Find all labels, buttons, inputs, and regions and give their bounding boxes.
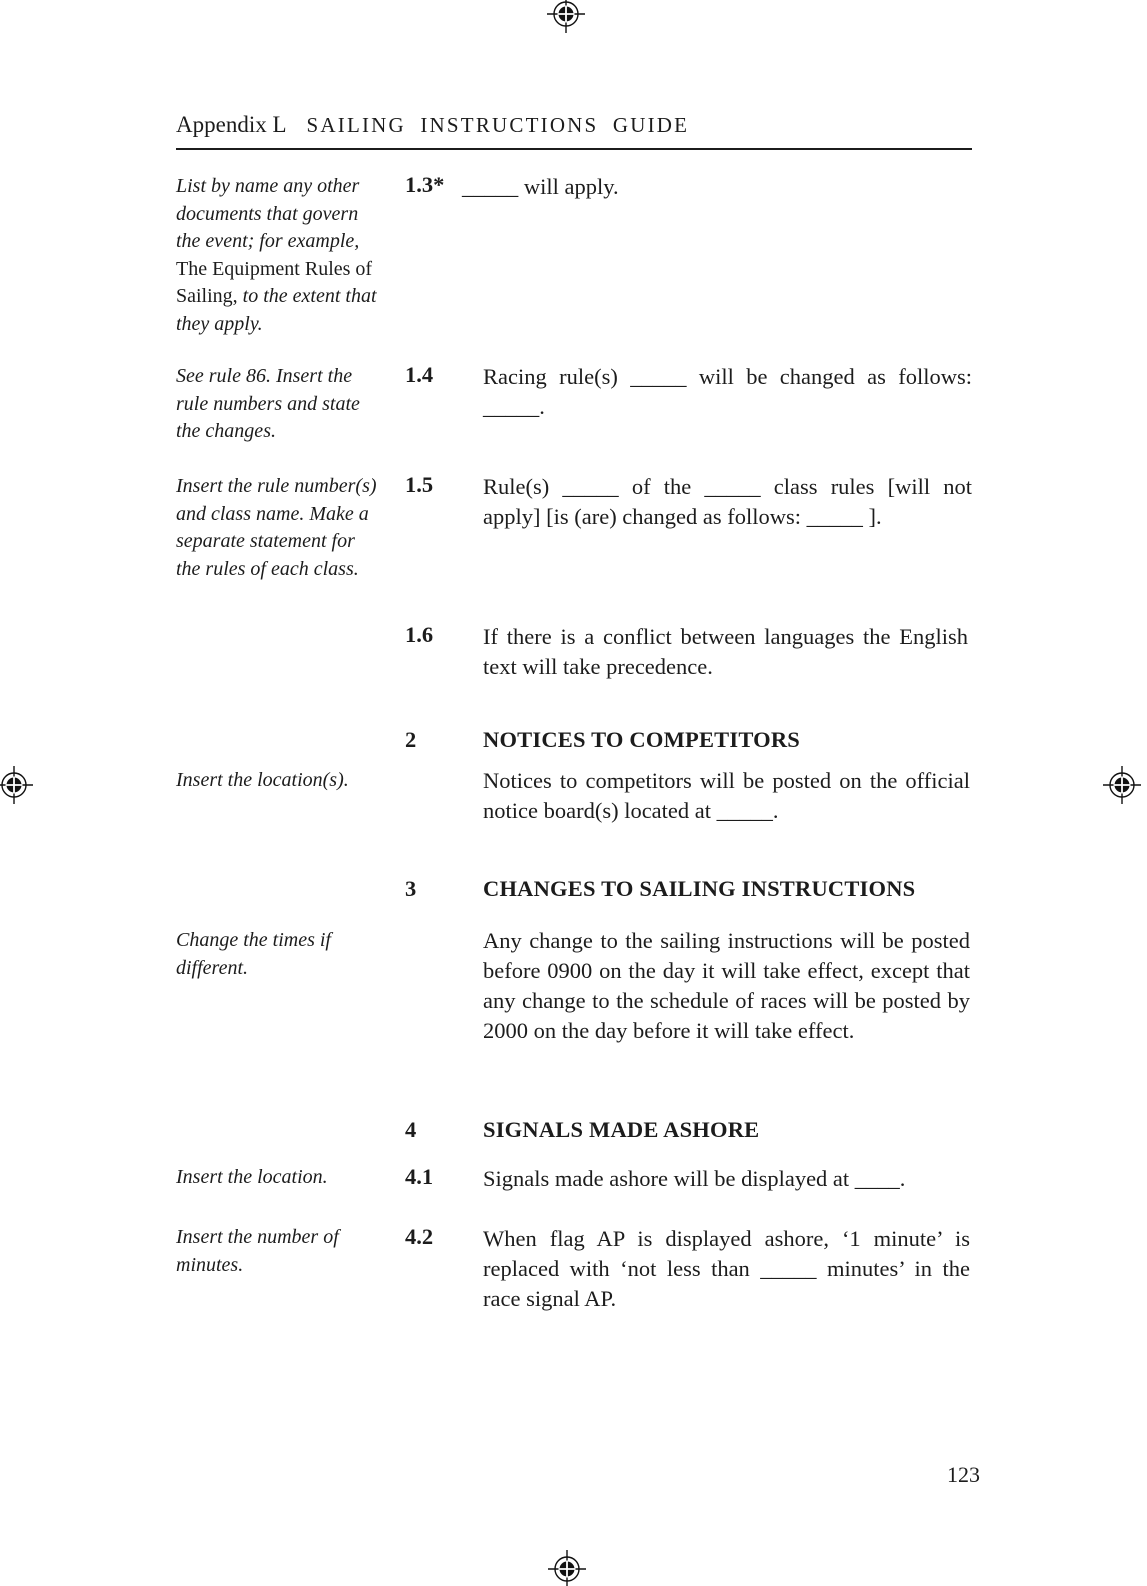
registration-mark-right bbox=[1100, 763, 1144, 807]
margin-note-1-4: See rule 86. Insert the rule numbers and state the changes. bbox=[176, 365, 360, 442]
item-text-1-4: Racing rule(s) _____ will be changed as follows: _____. bbox=[483, 364, 972, 419]
running-header bbox=[176, 112, 689, 138]
section-body-2: Notices to competitors will be posted on the official notice board(s) located at _____. bbox=[483, 768, 970, 823]
registration-mark-icon bbox=[0, 763, 36, 807]
registration-mark-icon bbox=[544, 0, 588, 36]
item-number-1-6: 1.6 bbox=[405, 622, 434, 647]
section-number-3: 3 bbox=[405, 876, 417, 901]
section-heading-4: SIGNALS MADE ASHORE bbox=[483, 1117, 760, 1142]
margin-note-4-1: Insert the location. bbox=[176, 1166, 328, 1188]
item-number-1-3: 1.3* bbox=[405, 172, 445, 197]
note-1-3-italic-part-2: to the extent that they apply. bbox=[176, 285, 377, 335]
registration-mark-icon bbox=[1100, 763, 1144, 807]
item-number-1-4: 1.4 bbox=[405, 362, 434, 387]
item-text-1-3: _____ will apply. bbox=[462, 174, 619, 199]
section-heading-3: CHANGES TO SAILING INSTRUCTIONS bbox=[483, 876, 916, 901]
item-number-4-2: 4.2 bbox=[405, 1224, 434, 1249]
note-1-3-italic-part-1: List by name any other documents that govern the event; for example, bbox=[176, 175, 360, 252]
item-number-1-5: 1.5 bbox=[405, 472, 434, 497]
appendix-label: Appendix L bbox=[176, 112, 287, 137]
header-rule bbox=[176, 148, 972, 150]
section-heading-2: NOTICES TO COMPETITORS bbox=[483, 727, 800, 752]
section-body-3: Any change to the sailing instructions will be posted before 0900 on the day it will take effect, except that any change to the schedule of races will be posted by 2000 on the day before it will take effect. bbox=[483, 928, 970, 1043]
item-text-1-6: If there is a conflict between languages the English text will take precedence. bbox=[483, 624, 968, 679]
item-text-4-2: When flag AP is displayed ashore, ‘1 minute’ is replaced with ‘not less than _____ minutes’ in the race signal AP. bbox=[483, 1226, 970, 1311]
note-1-3-roman-part: The Equipment Rules of Sailing, bbox=[176, 257, 373, 307]
item-text-1-5: Rule(s) _____ of the _____ class rules [will not apply] [is (are) changed as follows: _____ ]. bbox=[483, 474, 972, 529]
margin-note-1-5: Insert the rule number(s) and class name. Make a separate statement for the rules of each class. bbox=[176, 475, 377, 580]
page-number: 123 bbox=[947, 1462, 980, 1487]
section-number-2: 2 bbox=[405, 727, 417, 752]
registration-mark-bottom bbox=[545, 1547, 589, 1586]
guide-title: SAILING INSTRUCTIONS GUIDE bbox=[306, 113, 690, 137]
registration-mark-top bbox=[544, 0, 588, 36]
margin-note-3: Change the times if different. bbox=[176, 929, 331, 979]
margin-note-2: Insert the location(s). bbox=[176, 769, 349, 791]
section-number-4: 4 bbox=[405, 1117, 417, 1142]
registration-mark-left bbox=[0, 763, 36, 807]
item-number-4-1: 4.1 bbox=[405, 1164, 434, 1189]
registration-mark-icon bbox=[545, 1547, 589, 1586]
margin-note-4-2: Insert the number of minutes. bbox=[176, 1226, 339, 1276]
margin-note-1-3 bbox=[176, 173, 383, 338]
item-text-4-1: Signals made ashore will be displayed at ____. bbox=[483, 1166, 906, 1191]
